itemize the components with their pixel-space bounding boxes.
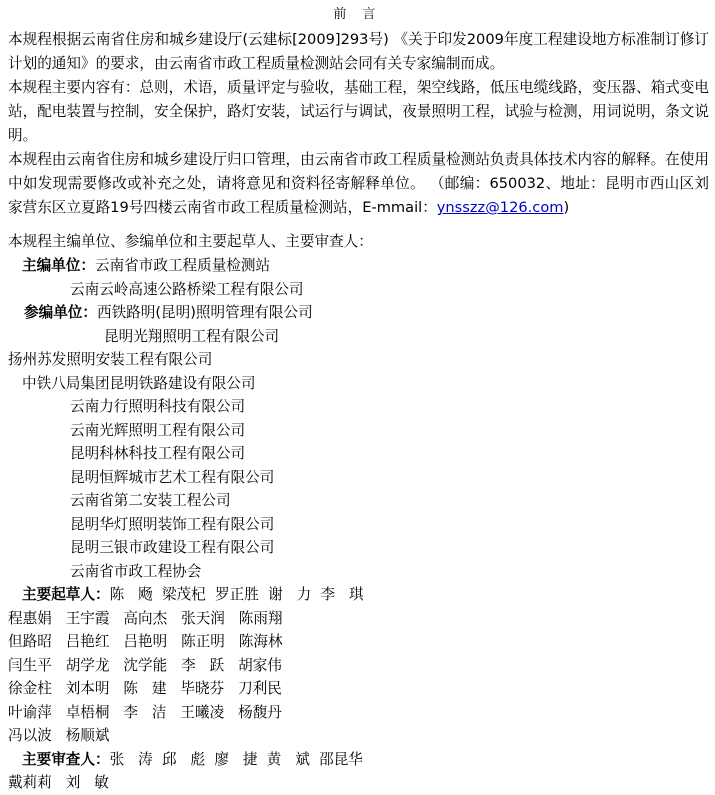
drafters-line-6: 冯以波 杨顺斌 bbox=[8, 727, 110, 744]
co-editor-unit-row-5 bbox=[8, 419, 709, 443]
co-editor-row bbox=[8, 301, 709, 325]
co-editor-unit-row-1 bbox=[8, 325, 709, 349]
reviewers-row-1 bbox=[8, 771, 709, 795]
drafters-line-4: 徐金柱 刘本明 陈 建 毕晓芬 刀利民 bbox=[8, 680, 282, 697]
chief-editor-row bbox=[8, 254, 709, 278]
co-editor-unit-row-4 bbox=[8, 395, 709, 419]
paragraph-3-post: ) bbox=[563, 199, 570, 216]
chief-editor-unit-1: 云南云岭高速公路桥梁工程有限公司 bbox=[70, 280, 304, 298]
co-editor-unit-row-6 bbox=[8, 442, 709, 466]
co-editor-label: 参编单位： bbox=[24, 304, 97, 321]
co-editor-unit-8: 云南省第二安装工程公司 bbox=[70, 492, 231, 509]
drafters-line-0: 陈 飏 梁茂杞 罗正胜 谢 力 李 琪 bbox=[109, 586, 364, 603]
chief-editor-unit-0: 云南省市政工程质量检测站 bbox=[94, 257, 271, 274]
co-editor-unit-7: 昆明恒辉城市艺术工程有限公司 bbox=[70, 468, 275, 486]
co-editor-unit-6: 昆明科林科技工程有限公司 bbox=[70, 445, 246, 462]
drafters-line-3: 闫生平 胡学龙 沈学能 李 跃 胡家伟 bbox=[8, 656, 282, 674]
page-title: 前 言 bbox=[333, 7, 382, 22]
drafters-line-1: 程惠娟 王宇霞 高向杰 张天润 陈雨翔 bbox=[8, 609, 283, 627]
co-editor-unit-5: 云南光辉照明工程有限公司 bbox=[70, 421, 246, 439]
drafters-row-4 bbox=[8, 677, 709, 701]
co-editor-unit-row-8 bbox=[8, 489, 709, 513]
drafters-row-6 bbox=[8, 724, 709, 748]
credits-block bbox=[0, 254, 715, 795]
document-page bbox=[0, 3, 715, 791]
co-editor-unit-0: 西铁路明(昆明)照明管理有限公司 bbox=[96, 304, 313, 321]
drafters-row-3 bbox=[8, 654, 709, 678]
paragraph-3 bbox=[8, 148, 709, 220]
paragraph-1: 本规程根据云南省住房和城乡建设厅(云建标[2009]293号) 《关于印发2009年度工程建设地方标准制订修订计划的通知》的要求，由云南省市政工程质量检测站会同有关专家编制而成。 bbox=[8, 31, 709, 72]
co-editor-unit-1: 昆明光翔照明工程有限公司 bbox=[104, 327, 280, 345]
co-editor-unit-4: 云南力行照明科技有限公司 bbox=[70, 398, 246, 415]
document-body bbox=[0, 28, 715, 254]
co-editor-unit-row-2 bbox=[8, 348, 709, 372]
reviewers-label: 主要审查人： bbox=[22, 750, 110, 768]
co-editor-unit-row-3 bbox=[8, 372, 709, 396]
drafters-line-2: 但路昭 吕艳红 吕艳明 陈正明 陈海林 bbox=[8, 633, 283, 650]
reviewers-line-0: 张 涛 邱 彪 廖 捷 黄 斌 邵昆华 bbox=[109, 750, 363, 768]
drafters-row bbox=[8, 583, 709, 607]
paragraph-3-pre: 本规程由云南省住房和城乡建设厅归口管理，由云南省市政工程质量检测站负责具体技术内容的解释。在使用中如发现需要修改或补充之处，请将意见和资料径寄解释单位。 （邮编：650032、地址：昆明市西山区刘家营东区立夏路19号四楼云南省市政工程质量检测站，E-mmail： bbox=[8, 151, 709, 216]
chief-editor-label: 主编单位： bbox=[22, 257, 95, 274]
co-editor-unit-row-11 bbox=[8, 560, 709, 584]
co-editor-unit-9: 昆明华灯照明装饰工程有限公司 bbox=[70, 515, 275, 533]
intro-line: 本规程主编单位、参编单位和主要起草人、主要审查人： bbox=[8, 233, 373, 250]
reviewers-line-1: 戴莉莉 刘 敏 bbox=[8, 774, 109, 791]
co-editor-unit-11: 云南省市政工程协会 bbox=[70, 562, 202, 580]
drafters-line-5: 叶谕萍 卓梧桐 李 洁 王曦凌 杨馥丹 bbox=[8, 703, 282, 721]
drafters-row-1 bbox=[8, 607, 709, 631]
spacer bbox=[8, 220, 709, 230]
reviewers-row bbox=[8, 748, 709, 772]
chief-editor-unit-row-1 bbox=[8, 278, 709, 302]
co-editor-unit-10: 昆明三银市政建设工程有限公司 bbox=[70, 539, 275, 556]
drafters-row-5 bbox=[8, 701, 709, 725]
drafters-row-2 bbox=[8, 630, 709, 654]
co-editor-unit-2: 扬州苏发照明安装工程有限公司 bbox=[8, 351, 213, 368]
drafters-label: 主要起草人： bbox=[22, 586, 110, 603]
paragraph-2: 本规程主要内容有：总则，术语，质量评定与验收，基础工程，架空线路，低压电缆线路，变压器、箱式变电站，配电装置与控制，安全保护，路灯安装，试运行与调试，夜景照明工程，试验与检测，用词说明，条文说明。 bbox=[8, 79, 709, 144]
co-editor-unit-3: 中铁八局集团昆明铁路建设有限公司 bbox=[22, 374, 256, 392]
email-link[interactable]: ynsszz@126.com bbox=[436, 199, 564, 216]
co-editor-unit-row-7 bbox=[8, 466, 709, 490]
co-editor-unit-row-9 bbox=[8, 513, 709, 537]
co-editor-unit-row-10 bbox=[8, 536, 709, 560]
